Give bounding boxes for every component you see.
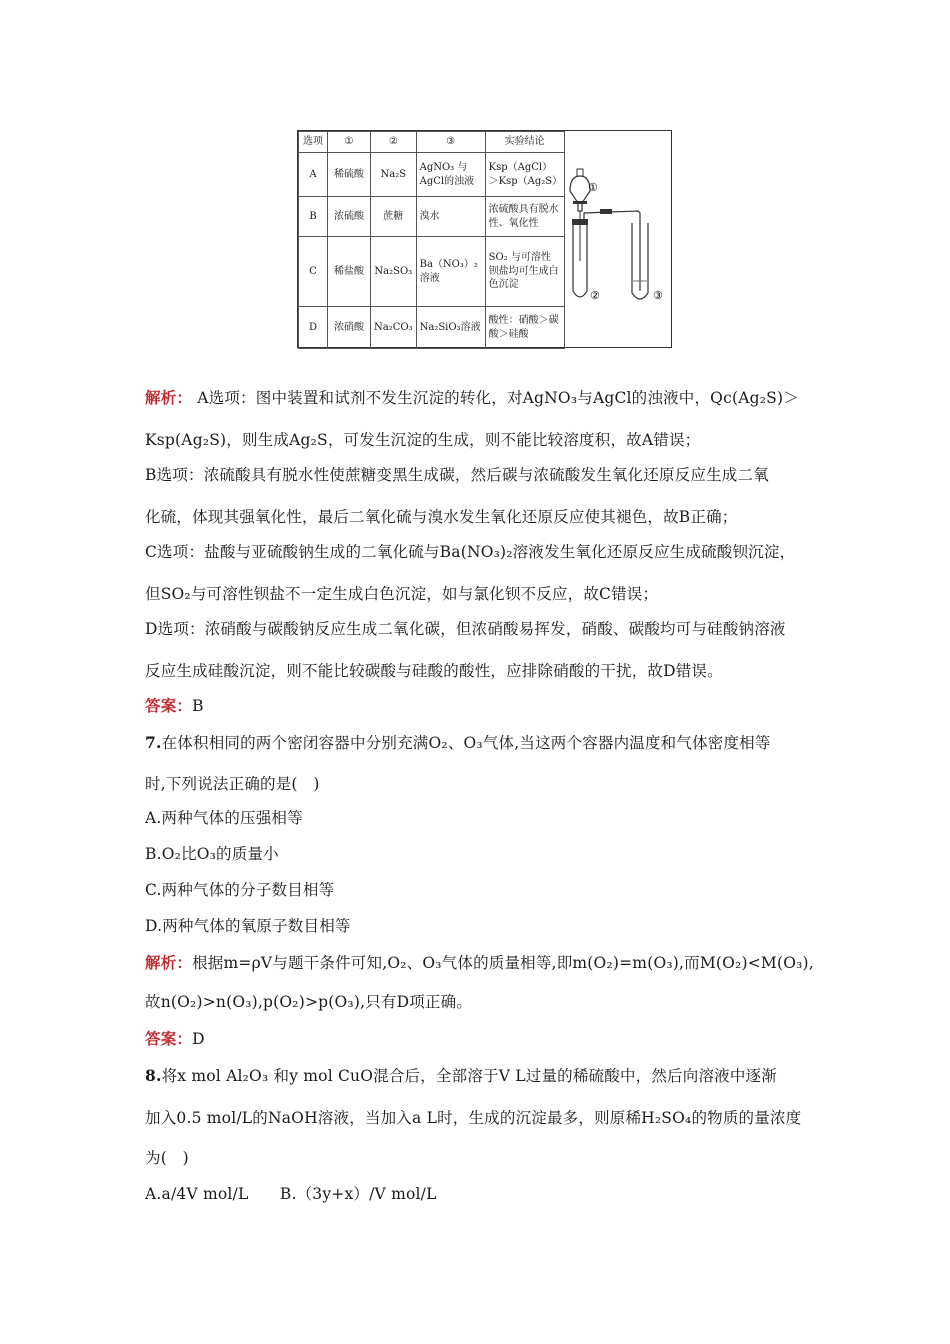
apparatus-diagram (560, 131, 672, 346)
table-cell: C (299, 237, 328, 307)
question-8-line2: 加入0.5 mol/L的NaOH溶液，当加入a L时，生成的沉淀最多，则原稀H₂SO₄的物质的量浓度 (145, 1109, 802, 1127)
option-d: D.两种气体的氧原子数目相等 (145, 917, 351, 935)
table-header-cell: 选项 (299, 132, 328, 153)
table-header-row (299, 132, 565, 153)
table-cell: 浓硫酸具有脱水性、氧化性 (485, 197, 564, 237)
funnel-valve (573, 201, 587, 204)
answer-value: D (192, 1030, 205, 1048)
table-cell: Na₂SiO₃溶液 (416, 307, 485, 349)
question-text: 将x mol Al₂O₃ 和y mol CuO混合后，全部溶于V L过量的稀硫酸中，然后向溶液中逐渐 (161, 1067, 777, 1085)
answer-label: 答案： (145, 1029, 193, 1048)
table-cell: 浓硫酸 (328, 197, 371, 237)
question-8-line1 (145, 1064, 777, 1086)
table-cell: 稀硫酸 (328, 153, 371, 197)
question-text: 在体积相同的两个密闭容器中分别充满O₂、O₃气体,当这两个容器内温度和气体密度相等 (161, 734, 771, 752)
table-cell: Na₂SO₃ (371, 237, 417, 307)
experiment-table (298, 131, 565, 349)
table-cell: 酸性：硝酸＞碳酸＞硅酸 (485, 307, 564, 349)
analysis-text: 根据m=ρV与题干条件可知,O₂、O₃气体的质量相等,即m(O₂)=m(O₃),而M(O₂)<M(O₃), (192, 954, 814, 972)
analysis-7-line1 (145, 951, 814, 973)
table-cell: B (299, 197, 328, 237)
table-cell: A (299, 153, 328, 197)
label-2: ② (590, 289, 600, 302)
analysis-text: A选项：图中装置和试剂不发生沉淀的转化，对AgNO₃与AgCl的浊液中，Qc(Ag₂S)＞ (197, 389, 799, 407)
table-cell: Ba（NO₃）₂溶液 (416, 237, 485, 307)
question-8-line3: 为( ) (145, 1149, 189, 1167)
question-8-options: A.a/4V mol/L B.（3y+x）/V mol/L (145, 1185, 437, 1203)
table-cell: 浓硝酸 (328, 307, 371, 349)
analysis-a-line1 (145, 386, 799, 408)
table-cell: Na₂S (371, 153, 417, 197)
answer-6 (145, 694, 204, 716)
table-row (299, 237, 565, 307)
table-cell: 稀盐酸 (328, 237, 371, 307)
table-header-cell: ① (328, 132, 371, 153)
funnel-shape (570, 176, 590, 211)
table-cell: Ksp（AgCl）＞Ksp（Ag₂S） (485, 153, 564, 197)
analysis-d-line1: D选项：浓硝酸与碳酸钠反应生成二氧化碳，但浓硝酸易挥发，硝酸、碳酸均可与硅酸钠溶液 (145, 620, 786, 638)
rubber-joint (600, 209, 612, 214)
table-cell: 蔗糖 (371, 197, 417, 237)
analysis-7-line2: 故n(O₂)>n(O₃),p(O₂)>p(O₃),只有D项正确。 (145, 993, 473, 1011)
table-cell: Na₂CO₃ (371, 307, 417, 349)
experiment-figure (297, 130, 672, 348)
answer-label: 答案： (145, 696, 193, 715)
table-header-cell: ③ (416, 132, 485, 153)
option-c: C.两种气体的分子数目相等 (145, 881, 335, 899)
answer-7 (145, 1027, 205, 1049)
table-row (299, 153, 565, 197)
label-3: ③ (653, 289, 663, 302)
analysis-label: 解析： (145, 953, 193, 972)
question-number: 8. (145, 1066, 162, 1085)
table-cell: SO₂ 与可溶性钡盐均可生成白色沉淀 (485, 237, 564, 307)
table-row (299, 307, 565, 349)
question-number: 7. (145, 733, 162, 752)
analysis-b-line2: 化硫，体现其强氧化性，最后二氧化硫与溴水发生氧化还原反应使其褪色，故B正确； (145, 508, 738, 526)
analysis-d-line2: 反应生成硅酸沉淀，则不能比较碳酸与硅酸的酸性，应排除硝酸的干扰，故D错误。 (145, 662, 723, 680)
option-b: B.O₂比O₃的质量小 (145, 845, 279, 863)
analysis-a-line2: Ksp(Ag₂S)，则生成Ag₂S，可发生沉淀的生成，则不能比较溶度积，故A错误； (145, 431, 701, 449)
question-7-line2: 时,下列说法正确的是( ) (145, 775, 320, 793)
table-row (299, 197, 565, 237)
table-cell: AgNO₃ 与AgCl的浊液 (416, 153, 485, 197)
analysis-label: 解析： (145, 388, 193, 407)
question-7-line1 (145, 731, 771, 753)
funnel-stopper (577, 169, 583, 176)
table-cell: D (299, 307, 328, 349)
table-header-cell: ② (371, 132, 417, 153)
label-1: ① (588, 181, 598, 194)
table-header-cell: 实验结论 (485, 132, 564, 153)
analysis-c-line2: 但SO₂与可溶性钡盐不一定生成白色沉淀，如与氯化钡不反应，故C错误； (145, 585, 659, 603)
analysis-c-line1: C选项：盐酸与亚硫酸钠生成的二氧化硫与Ba(NO₃)₂溶液发生氧化还原反应生成硫酸钡沉淀， (145, 543, 796, 561)
table-cell: 溴水 (416, 197, 485, 237)
answer-value: B (192, 697, 204, 715)
analysis-b-line1: B选项：浓硫酸具有脱水性使蔗糖变黑生成碳，然后碳与浓硫酸发生氧化还原反应生成二氧 (145, 466, 769, 484)
option-a: A.两种气体的压强相等 (145, 809, 303, 827)
